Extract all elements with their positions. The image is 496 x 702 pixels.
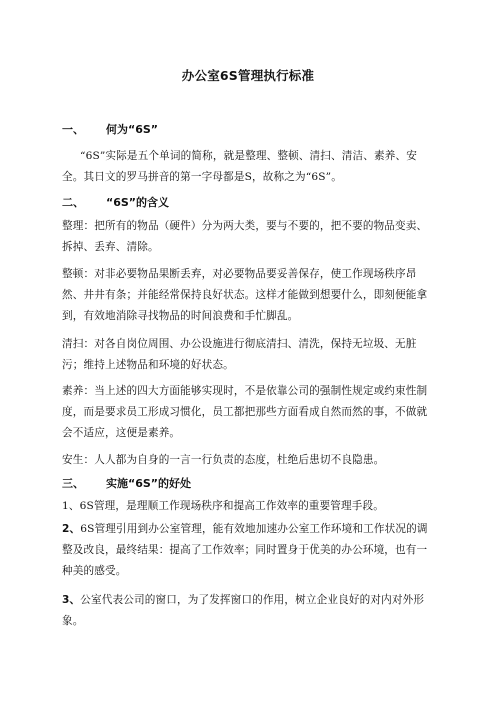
section-3-item-1-text: 6S管理，是理顺工作现场秩序和提高工作效率的重要管理手段。 — [79, 500, 385, 512]
section-3-title: 实施“6S”的好处 — [106, 477, 192, 490]
section-3-number: 三、 — [62, 477, 84, 490]
section-2-title: “6S”的含义 — [106, 196, 170, 209]
section-3-item-2-number: 2、 — [62, 523, 81, 535]
section-2-item-safety: 安生：人人都为自身的一言一行负责的态度，杜绝后患切不良隐患。 — [62, 454, 385, 466]
section-3-item-3-number: 3、 — [62, 594, 81, 606]
section-3-item-1-number: 1、 — [62, 500, 80, 512]
section-1-heading — [62, 121, 158, 137]
section-1-title: 何为“6S” — [106, 123, 159, 136]
section-3-item-3-text: 公室代表公司的窗口，为了发挥窗口的作用，树立企业良好的对内对外形象。 — [62, 594, 425, 627]
section-3-item-3 — [62, 590, 438, 632]
section-1-number: 一、 — [62, 123, 84, 136]
section-3-item-2-text: 6S管理引用到办公室管理，能有效地加速办公室工作环境和工作状况的调整及改良，最终结果：提高了工作效率；同时置身于优美的办公环境，也有一种美的感受。 — [62, 523, 428, 577]
section-3-item-1 — [62, 496, 438, 517]
section-2-heading — [62, 194, 169, 210]
section-2-item-discipline: 素养：当上述的四大方面能够实现时，不是依靠公司的强制性规定或约束性制度，而是要求员工形成习惯化，员工都把那些方面看成自然而然的事，不做就会不适应，这便是素养。 — [62, 385, 428, 439]
section-1-paragraph: “6S”实际是五个单词的简称，就是整理、整顿、清扫、清洁、素养、安全。其日文的罗马拼音的第一字母都是S，故称之为“6S”。 — [62, 150, 417, 183]
section-3-item-2 — [62, 519, 438, 582]
section-2-item-arrange: 整顿：对非必要物品果断丢弃，对必要物品要妥善保存，使工作现场秩序昂然、井井有条；并能经常保持良好状态。这样才能做到想要什么，即刻便能拿到，有效地消除寻找物品的时间浪费和手忙脚乱。 — [62, 268, 428, 322]
section-2-item-sort: 整理：把所有的物品（硬件）分为两大类，要与不要的，把不要的物品变卖、拆掉、丢弃、清除。 — [62, 220, 428, 253]
section-2-item-clean: 清扫：对各自岗位周围、办公设施进行彻底清扫、清洗，保持无垃圾、无脏污；维持上述物品和环境的好状态。 — [62, 338, 417, 371]
section-3-heading — [62, 475, 191, 491]
section-2-number: 二、 — [62, 196, 84, 209]
page-title: 办公室6S管理执行标准 — [181, 68, 315, 83]
